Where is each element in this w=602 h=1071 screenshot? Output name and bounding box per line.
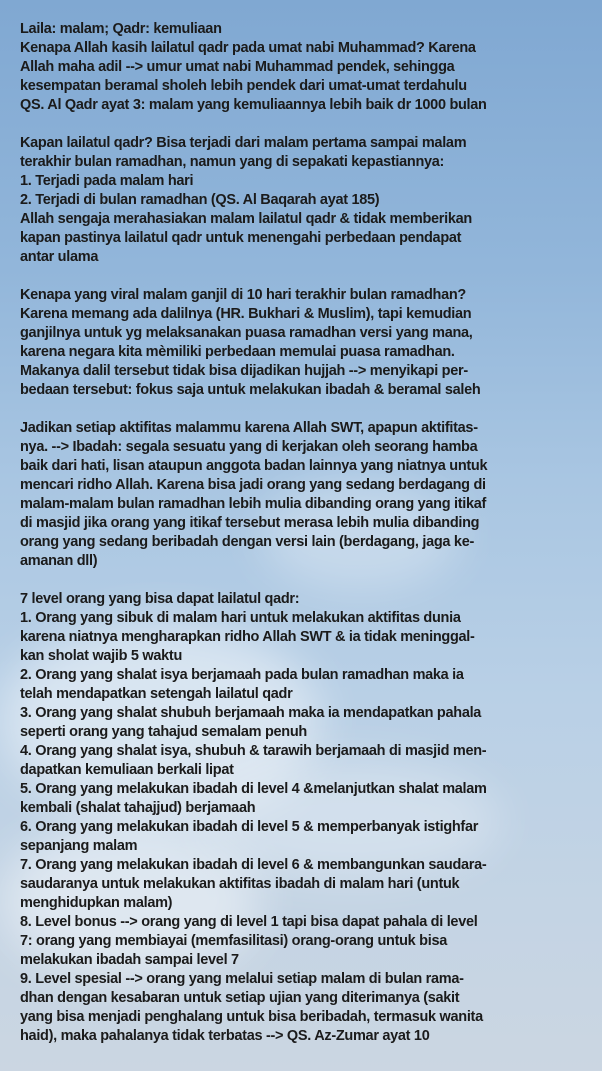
- text-line: Kapan lailatul qadr? Bisa terjadi dari malam pertama sampai malam: [20, 135, 467, 151]
- text-line: 5. Orang yang melakukan ibadah di level 4 &melanjutkan shalat malam: [20, 781, 487, 797]
- text-line: kembali (shalat tahajjud) berjamaah: [20, 800, 256, 816]
- text-line: mencari ridho Allah. Karena bisa jadi orang yang sedang berdagang di: [20, 477, 486, 493]
- text-line: Jadikan setiap aktifitas malammu karena Allah SWT, apapun aktifitas-: [20, 420, 478, 436]
- text-line: baik dari hati, lisan ataupun anggota badan lainnya yang niatnya untuk: [20, 458, 488, 474]
- text-line: 2. Orang yang shalat isya berjamaah pada bulan ramadhan maka ia: [20, 667, 464, 683]
- paragraph: [20, 286, 582, 400]
- text-line: kapan pastinya lailatul qadr untuk menengahi perbedaan pendapat: [20, 230, 462, 246]
- text-line: Kenapa Allah kasih lailatul qadr pada umat nabi Muhammad? Karena: [20, 40, 476, 56]
- text-line: malam-malam bulan ramadhan lebih mulia dibanding orang yang itikaf: [20, 496, 487, 512]
- text-line: seperti orang yang tahajud semalam penuh: [20, 724, 307, 740]
- text-line: 9. Level spesial --> orang yang melalui setiap malam di bulan rama-: [20, 971, 464, 987]
- text-line: haid), maka pahalanya tidak terbatas --> QS. Az-Zumar ayat 10: [20, 1028, 430, 1044]
- text-line: amanan dll): [20, 553, 98, 569]
- text-line: karena negara kita mèmiliki perbedaan memulai puasa ramadhan.: [20, 344, 455, 360]
- text-line: 2. Terjadi di bulan ramadhan (QS. Al Baqarah ayat 185): [20, 192, 380, 208]
- text-line: menghidupkan malam): [20, 895, 173, 911]
- text-line: orang yang sedang beribadah dengan versi lain (berdagang, jaga ke-: [20, 534, 474, 550]
- paragraph: [20, 590, 582, 1046]
- text-line: Allah sengaja merahasiakan malam lailatul qadr & tidak memberikan: [20, 211, 472, 227]
- text-line: antar ulama: [20, 249, 99, 265]
- text-line: QS. Al Qadr ayat 3: malam yang kemuliaannya lebih baik dr 1000 bulan: [20, 97, 487, 113]
- paragraph: [20, 419, 582, 571]
- text-line: dapatkan kemuliaan berkali lipat: [20, 762, 234, 778]
- text-line: bedaan tersebut: fokus saja untuk melakukan ibadah & beramal saleh: [20, 382, 481, 398]
- text-line: melakukan ibadah sampai level 7: [20, 952, 239, 968]
- text-line: karena niatnya mengharapkan ridho Allah SWT & ia tidak meninggal-: [20, 629, 475, 645]
- story-text-document: [20, 20, 582, 1065]
- text-line: nya. --> Ibadah: segala sesuatu yang di kerjakan oleh seorang hamba: [20, 439, 478, 455]
- text-line: kesempatan beramal sholeh lebih pendek dari umat-umat terdahulu: [20, 78, 467, 94]
- text-line: 7 level orang yang bisa dapat lailatul qadr:: [20, 591, 300, 607]
- text-line: 7. Orang yang melakukan ibadah di level 6 & membangunkan saudara-: [20, 857, 487, 873]
- text-line: dhan dengan kesabaran untuk setiap ujian yang diterimanya (sakit: [20, 990, 460, 1006]
- text-line: Kenapa yang viral malam ganjil di 10 hari terakhir bulan ramadhan?: [20, 287, 466, 303]
- text-line: 8. Level bonus --> orang yang di level 1 tapi bisa dapat pahala di level: [20, 914, 478, 930]
- text-line: 3. Orang yang shalat shubuh berjamaah maka ia mendapatkan pahala: [20, 705, 482, 721]
- text-line: 4. Orang yang shalat isya, shubuh & tarawih berjamaah di masjid men-: [20, 743, 487, 759]
- text-line: kan sholat wajib 5 waktu: [20, 648, 183, 664]
- text-line: di masjid jika orang yang itikaf tersebut merasa lebih mulia dibanding: [20, 515, 480, 531]
- text-line: Laila: malam; Qadr: kemuliaan: [20, 21, 222, 37]
- text-line: saudaranya untuk melakukan aktifitas ibadah di malam hari (untuk: [20, 876, 460, 892]
- text-line: Makanya dalil tersebut tidak bisa dijadikan hujjah --> menyikapi per-: [20, 363, 468, 379]
- text-line: telah mendapatkan setengah lailatul qadr: [20, 686, 293, 702]
- text-line: ganjilnya untuk yg melaksanakan puasa ramadhan versi yang mana,: [20, 325, 473, 341]
- paragraph: [20, 134, 582, 267]
- text-line: terakhir bulan ramadhan, namun yang di sepakati kepastiannya:: [20, 154, 445, 170]
- text-line: sepanjang malam: [20, 838, 138, 854]
- text-line: 6. Orang yang melakukan ibadah di level 5 & memperbanyak istighfar: [20, 819, 479, 835]
- text-line: 1. Orang yang sibuk di malam hari untuk melakukan aktifitas dunia: [20, 610, 461, 626]
- text-line: Allah maha adil --> umur umat nabi Muhammad pendek, sehingga: [20, 59, 455, 75]
- text-line: yang bisa menjadi penghalang untuk bisa beribadah, termasuk wanita: [20, 1009, 483, 1025]
- text-line: Karena memang ada dalilnya (HR. Bukhari & Muslim), tapi kemudian: [20, 306, 472, 322]
- text-line: 7: orang yang membiayai (memfasilitasi) orang-orang untuk bisa: [20, 933, 447, 949]
- paragraph: [20, 20, 582, 115]
- text-line: 1. Terjadi pada malam hari: [20, 173, 194, 189]
